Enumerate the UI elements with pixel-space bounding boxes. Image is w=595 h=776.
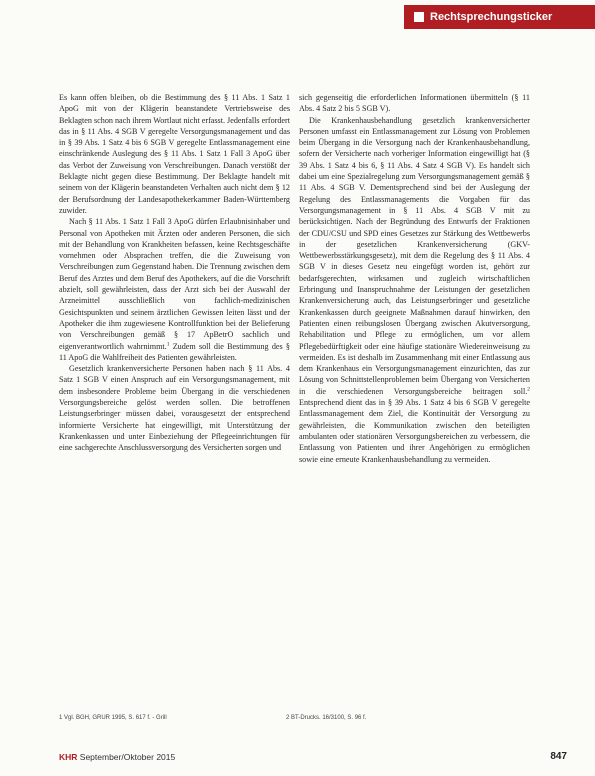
paragraph: sich gegenseitig die erforderlichen Informationen übermitteln (§ 11 Abs. 4 Satz 2 bis 5 SGB V).	[299, 93, 530, 114]
journal-logo: KHR	[59, 752, 78, 762]
page-number: 847	[550, 751, 567, 762]
square-bullet-icon	[414, 12, 424, 22]
paragraph: Die Krankenhausbehandlung gesetzlich krankenversicherter Personen umfasst ein Entlassmanagement zur Lösung von Problemen beim Übergang in die Versorgung nach der Krankenhausbehandlung, sofern der Versicherte nach vorheriger Information eingewilligt hat (§ 39 Abs. 1 Satz 4 bis 6, § 11 Abs. 4 Satz 4 SGB V). Es handelt sich dabei um eine Spezialregelung zum Versorgungsmanagement gemäß § 11 Abs. 4 SGB V. Dementsprechend sind bei der Auslegung der Regelung des Entlassmanagements die Vorgaben für das Versorgungsmanagement in § 11 Abs. 4 SGB V mit zu berücksichtigen. Nach der Begründung des Entwurfs der Fraktionen der CDU/CSU und SPD eines Gesetzes zur Stärkung des Wettbewerbs in der gesetzlichen Krankenversicherung (GKV-Wettbewerbsstärkungsgesetz), mit dem die Regelung des § 11 Abs. 4 SGB V in dieses Gesetz neu eingefügt worden ist, gehört zur bedarfsgerechten, wirksamen und zugleich wirtschaftlichen Erbringung und Inanspruchnahme der Leistungen der gesetzlichen Krankenversicherung auch, das Leistungserbringer und gesetzliche Krankenkassen durch geeignete Maßnahmen darauf hinwirken, den Patienten einen reibungslosen Übergang zwischen Akutversorgung, Rehabilitation und Pflege zu ermöglichen, um vor allem Pflegebedürftigkeit oder eine häufige stationäre Wiedereinweisung zu vermeiden. Es ist deshalb im Zusammenhang mit einer Entlassung aus dem Krankenhaus ein Versorgungsmanagement einzurichten, das zur Lösung von Schnittstellenproblemen beim Übergang von Versicherten in die verschiedenen Versorgungsbereiche beitragen soll.$^2$ Entsprechend dient das in § 39 Abs. 1 Satz 4 bis 6 SGB V geregelte Entlassmanagement dem Ziel, die Kontinuität der Versorgung zu gewährleisten, die Kommunikation zwischen den beteiligten ambulanten oder stationären Versorgungsbereichen zu verbessern, die Entlassung von Patienten und ihrer Angehörigen zu ermöglichen sowie eine erneute Krankenhausbehandlung zu vermeiden.	[299, 115, 530, 464]
paragraph: Nach § 11 Abs. 1 Satz 1 Fall 3 ApoG dürfen Erlaubnisinhaber und Personal von Apotheken mit Ärzten oder anderen Personen, die sich mit der Behandlung von Krankheiten befassen, keine Rechtsgeschäfte vornehmen oder Absprachen treffen, die die Zuweisung von Verschreibungen zum Gegenstand haben. Die Trennung zwischen dem Beruf des Arztes und dem Beruf des Apothekers, auf die die Vorschrift abzielt, soll gewährleisten, dass der Arzt sich bei der Auswahl der Arzneimittel ausschließlich von fachlich-medizinischen Gesichtspunkten und seinem ärztlichen Gewissen leiten lässt und der Apotheker die ihm zugewiesene Kontrollfunktion bei der Belieferung von Verschreibungen gemäß § 17 ApBetrO sachlich und eigenverantwortlich wahrnimmt.$^1$ Zudem soll die Bestimmung des § 11 ApoG die Wahlfreiheit des Patienten gewährleisten.	[59, 217, 290, 362]
section-banner	[404, 5, 595, 29]
paragraph: Gesetzlich krankenversicherte Personen haben nach § 11 Abs. 4 Satz 1 SGB V einen Anspruch auf ein Versorgungsmanagement, mit dem insbesondere Probleme beim Übergang in die verschiedenen Versorgungsbereiche gelöst werden sollen. Die betroffenen Leistungserbringer müssen dabei, vorausgesetzt der entsprechend informierte Versicherte hat eingewilligt, mit Unterstützung der Krankenkassen und unter Einbeziehung der Pflegeeinrichtungen für eine sachgerechte Anschlussversorgung des Versicherten sorgen und	[59, 364, 290, 453]
left-column	[59, 92, 290, 454]
footnote-ref: 1	[166, 340, 170, 347]
footnote: 2 BT-Drucks. 16/3100, S. 96 f.	[286, 715, 367, 721]
footnote-ref: 2	[527, 386, 530, 392]
right-column	[299, 92, 530, 465]
paragraph: Es kann offen bleiben, ob die Bestimmung des § 11 Abs. 1 Satz 1 ApoG mit von der Klägerin beanstandete Vertriebsweise des Beklagten schon nach ihrem Wortlaut nicht erfasst. Jedenfalls erfordert das in § 11 Abs. 4 SGB V geregelte Versorgungsmanagement und das in § 39 Abs. 1 Satz 4 bis 6 SGB V geregelte Entlassmanagement eine einschränkende Auslegung des § 11 Abs. 1 Satz 1 Fall 3 ApoG über das Verbot der Zuweisung von Verschreibungen. Danach verstößt der Beklagte nicht gegen diese Bestimmung. Der Beklagte handelt mit seinem von der Klägerin beanstandeten Verhalten auch nicht dem § 12 der Berufsordnung der Landesapothekerkammer Baden-Württemberg zuwider.	[59, 93, 290, 215]
issue-date: September/Oktober 2015	[77, 752, 176, 762]
footnote: 1 Vgl. BGH, GRUR 1995, S. 617 f. - Grill	[59, 715, 167, 721]
section-banner-label: Rechtsprechungsticker	[430, 11, 553, 23]
footer	[59, 752, 175, 762]
